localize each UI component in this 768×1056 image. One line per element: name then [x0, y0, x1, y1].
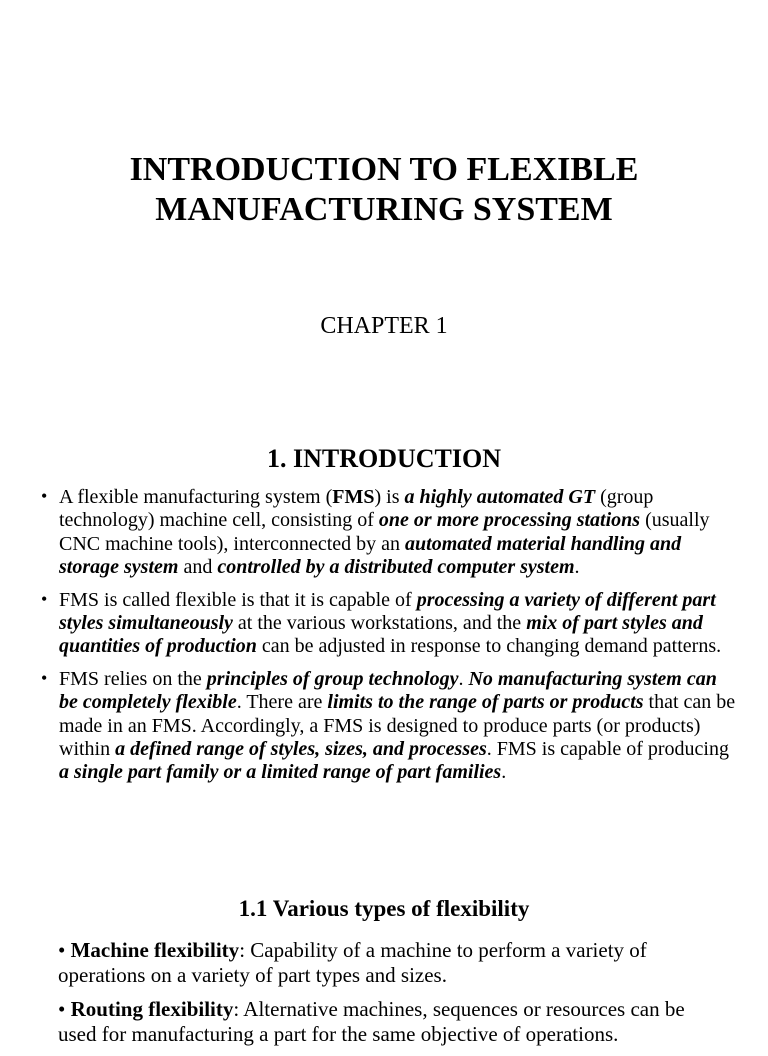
title-line-2: MANUFACTURING SYSTEM: [155, 191, 613, 228]
bold-text: FMS: [332, 486, 375, 508]
emphasis-text: automated material handling and storage system: [59, 532, 682, 579]
emphasis-text: a highly automated GT: [404, 486, 596, 508]
emphasis-text: No manufacturing system can be completely flexible: [59, 667, 717, 714]
bullet-icon: •: [58, 997, 71, 1021]
flexibility-item-routing: [58, 997, 728, 1047]
document-title: [0, 150, 768, 230]
section-heading-flexibility-types: 1.1 Various types of flexibility: [238, 896, 530, 921]
plain-text: can be adjusted in response to changing demand patterns.: [256, 635, 722, 658]
bullet-text: [59, 668, 735, 784]
plain-text: at the various workstations, and the: [232, 612, 527, 635]
emphasis-text: a single part family or a limited range of part families: [59, 761, 502, 784]
introduction-bullet-list: [40, 486, 740, 794]
flexibility-term: Machine flexibility: [70, 938, 240, 962]
bullet-item: [40, 589, 740, 659]
plain-text: A flexible manufacturing system (: [59, 486, 333, 508]
plain-text: that can be made in an FMS. Accordingly, a FMS is designed to produce parts (or products) within: [59, 691, 736, 761]
bullet-icon: •: [58, 938, 71, 962]
plain-text: (group technology) machine cell, consisting of: [59, 486, 654, 532]
emphasis-text: principles of group technology: [206, 667, 459, 690]
plain-text: . FMS is capable of producing: [486, 738, 729, 761]
plain-text: .: [574, 556, 580, 579]
flexibility-types-list: [58, 938, 728, 1056]
plain-text: FMS is called flexible is that it is capable of: [59, 588, 417, 611]
flexibility-term: Routing flexibility: [70, 997, 234, 1021]
bullet-icon: •: [41, 486, 48, 506]
flexibility-description: : Alternative machines, sequences or resources can be used for manufacturing a part for the same objective of operations.: [58, 997, 685, 1046]
bullet-icon: •: [41, 588, 48, 609]
section-heading-introduction: 1. INTRODUCTION: [266, 444, 502, 473]
plain-text: and: [178, 556, 218, 579]
emphasis-text: controlled by a distributed computer system: [217, 556, 575, 579]
plain-text: (usually CNC machine tools), interconnected by an: [59, 509, 710, 555]
bullet-item: [40, 668, 740, 785]
chapter-label: CHAPTER 1: [320, 313, 448, 339]
title-line-1: INTRODUCTION TO FLEXIBLE: [129, 151, 639, 188]
bullet-text: [59, 589, 721, 658]
flexibility-description: : Capability of a machine to perform a variety of operations on a variety of part types and sizes.: [58, 938, 647, 987]
emphasis-text: mix of part styles and quantities of production: [59, 612, 703, 658]
emphasis-text: one or more processing stations: [378, 509, 641, 532]
flexibility-item-machine: [58, 938, 728, 988]
plain-text: ) is: [374, 486, 405, 508]
bullet-icon: •: [41, 667, 48, 688]
bullet-text: [59, 486, 710, 578]
plain-text: .: [458, 667, 469, 690]
plain-text: FMS relies on the: [59, 667, 207, 690]
emphasis-text: processing a variety of different part styles simultaneously: [59, 588, 716, 635]
plain-text: . There are: [236, 691, 328, 714]
bullet-item: [40, 486, 740, 580]
emphasis-text: a defined range of styles, sizes, and processes: [115, 738, 487, 761]
emphasis-text: limits to the range of parts or products: [327, 691, 644, 714]
plain-text: .: [501, 761, 507, 784]
